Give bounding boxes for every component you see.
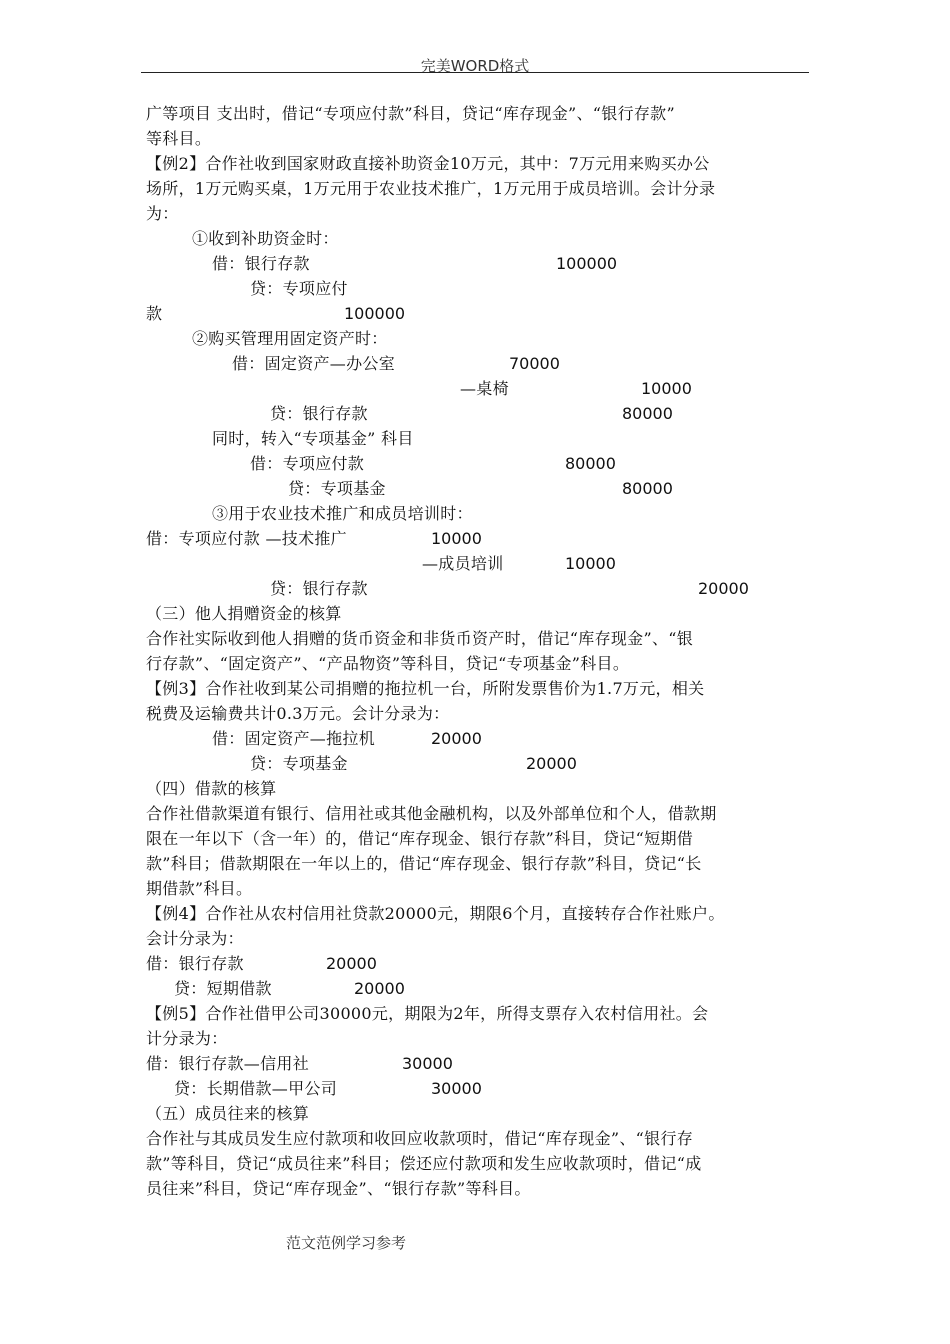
page-footer: 范文范例学习参考	[286, 1234, 407, 1252]
text-line: 合作社与其成员发生应付款项和收回应收款项时，借记“库存现金”、“银行存	[146, 1129, 694, 1148]
example-3-heading: 【例3】合作社收到某公司捐赠的拖拉机一台，所附发票售价为1.7万元，相关	[146, 679, 705, 698]
entry-credit-cont: 款	[146, 304, 163, 323]
entry-amount: 100000	[344, 304, 406, 323]
entry-amount: 20000	[526, 754, 577, 773]
text-line: 广等项目 支出时，借记“专项应付款”科目，贷记“库存现金”、“银行存款”	[146, 104, 675, 123]
text-line: 款”等科目，贷记“成员往来”科目；偿还应付款项和发生应收款项时，借记“成	[146, 1154, 702, 1173]
example-4-heading: 【例4】合作社从农村信用社贷款20000元，期限6个月，直接转存合作社账户。	[146, 904, 725, 923]
entry-amount: 70000	[509, 354, 560, 373]
entry-debit: 借：固定资产—办公室	[232, 354, 396, 373]
text-line: 期借款”科目。	[146, 879, 253, 898]
text-line: 场所，1万元购买桌，1万元用于农业技术推广，1万元用于成员培训。会计分录	[146, 179, 716, 198]
text-line: 为：	[146, 204, 179, 223]
entry-credit: 贷：长期借款—甲公司	[174, 1079, 338, 1098]
text-line: 限在一年以下（含一年）的，借记“库存现金、银行存款”科目，贷记“短期借	[146, 829, 694, 848]
header-rule	[141, 72, 809, 73]
entry-debit: 借：专项应付款 —技术推广	[146, 529, 347, 548]
entry-amount: 20000	[698, 579, 749, 598]
text-line: 会计分录为：	[146, 929, 244, 948]
entry-amount: 10000	[641, 379, 692, 398]
section-heading: （四）借款的核算	[146, 779, 277, 798]
entry-amount: 80000	[565, 454, 616, 473]
entry-amount: 100000	[556, 254, 618, 273]
entry-credit: 贷：专项基金	[250, 754, 348, 773]
page-header: 完美WORD格式	[420, 57, 530, 75]
text-line: 合作社实际收到他人捐赠的货币资金和非货币资产时，借记“库存现金”、“银	[146, 629, 694, 648]
entry-credit: 贷：专项应付	[250, 279, 348, 298]
entry-amount: 80000	[622, 404, 673, 423]
text-line: 同时，转入“专项基金” 科目	[212, 429, 414, 448]
entry-credit: 贷：短期借款	[174, 979, 272, 998]
text-line: 合作社借款渠道有银行、信用社或其他金融机构，以及外部单位和个人，借款期	[146, 804, 717, 823]
text-line: 计分录为：	[146, 1029, 228, 1048]
text-line: 行存款”、“固定资产”、“产品物资”等科目，贷记“专项基金”科目。	[146, 654, 630, 673]
entry-amount: 30000	[402, 1054, 453, 1073]
text-line: 税费及运输费共计0.3万元。会计分录为：	[146, 704, 450, 723]
entry-amount: 10000	[565, 554, 616, 573]
text-line: 等科目。	[146, 129, 212, 148]
text-line: 员往来”科目，贷记“库存现金”、“银行存款”等科目。	[146, 1179, 531, 1198]
entry-debit: 借：银行存款	[212, 254, 310, 273]
entry-amount: 20000	[326, 954, 377, 973]
entry-debit: 借：专项应付款	[250, 454, 365, 473]
entry-debit-sub: —桌椅	[460, 379, 509, 398]
entry-credit: 贷：银行存款	[270, 404, 368, 423]
entry-debit: 借：固定资产—拖拉机	[212, 729, 376, 748]
entry-debit-sub: —成员培训	[422, 554, 504, 573]
text-line: 款”科目；借款期限在一年以上的，借记“库存现金、银行存款”科目，贷记“长	[146, 854, 702, 873]
step-1-label: ①收到补助资金时：	[192, 229, 339, 248]
entry-amount: 20000	[354, 979, 405, 998]
entry-credit: 贷：专项基金	[288, 479, 386, 498]
example-2-heading: 【例2】合作社收到国家财政直接补助资金10万元，其中：7万元用来购买办公	[146, 154, 710, 173]
step-2-label: ②购买管理用固定资产时：	[192, 329, 388, 348]
entry-debit: 借：银行存款	[146, 954, 244, 973]
entry-amount: 10000	[431, 529, 482, 548]
entry-amount: 20000	[431, 729, 482, 748]
entry-credit: 贷：银行存款	[270, 579, 368, 598]
entry-debit: 借：银行存款—信用社	[146, 1054, 310, 1073]
section-heading: （五）成员往来的核算	[146, 1104, 310, 1123]
entry-amount: 80000	[622, 479, 673, 498]
section-heading: （三）他人捐赠资金的核算	[146, 604, 342, 623]
example-5-heading: 【例5】合作社借甲公司30000元，期限为2年，所得支票存入农村信用社。会	[146, 1004, 709, 1023]
step-3-label: ③用于农业技术推广和成员培训时：	[212, 504, 473, 523]
entry-amount: 30000	[431, 1079, 482, 1098]
